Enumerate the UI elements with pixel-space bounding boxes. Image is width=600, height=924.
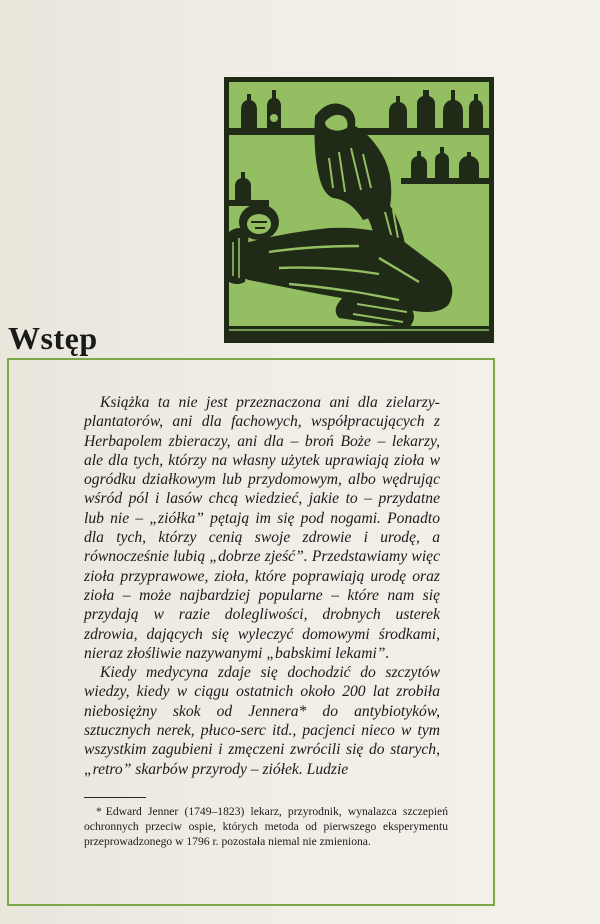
page-title: Wstęp (8, 320, 98, 356)
intro-paragraph-2: Kiedy medycyna zdaje się dochodzić do szczytów wiedzy, kiedy w ciągu ostatnich około 200 lat zrobiła niebosiężny skok od Jennera* do antybiotyków, sztucznych nerek, płuco-serc itd., pacjenci nieco w tym wszystkim zagubieni i zmęczeni zwrócili się do starych, „retro” skarbów przyrody – ziółek. Ludzie (84, 664, 440, 778)
intro-text (84, 393, 440, 779)
intro-paragraph-1: Książka ta nie jest przeznaczona ani dla zielarzy-plantatorów, ani dla fachowych, współpracujących z Herbapolem zbieraczy, ani dla – broń Boże – lekarzy, ale dla tych, którzy na własny użytek uprawiają zioła w ogródku działkowym lub przydomowym, albo wędrując wśród pól i lasów chcą wiedzieć, jakie to – przydatne lub nie – „ziółka” pętają im się pod nogami. Ponadto dla tych, którzy cenią swoje zdrowie i urodę, a równocześnie lubią „dobrze zjeść”. Przedstawiamy więc zioła przyprawowe, zioła, które poprawiają urodę oraz zioła – może najbardziej popularne – które nam się przydają w razie dolegliwości, drobnych usterek zdrowia, dających się wyleczyć domowymi środkami, nieraz złośliwie nazywanymi „babskimi lekami”. (84, 394, 440, 662)
footnote (84, 804, 448, 850)
woodcut-illustration (224, 77, 494, 343)
footnote-text: Edward Jenner (1749–1823) lekarz, przyrodnik, wynalazca szczepień ochronnych przeciw ospie, których metoda od pierwszego eksperymentu przeprowadzonego w 1796 r. pozostała niemal nie zmieniona. (84, 805, 448, 849)
footnote-divider (84, 797, 146, 798)
woodcut-physician-icon (229, 82, 489, 338)
footnote-marker: * (96, 805, 102, 818)
